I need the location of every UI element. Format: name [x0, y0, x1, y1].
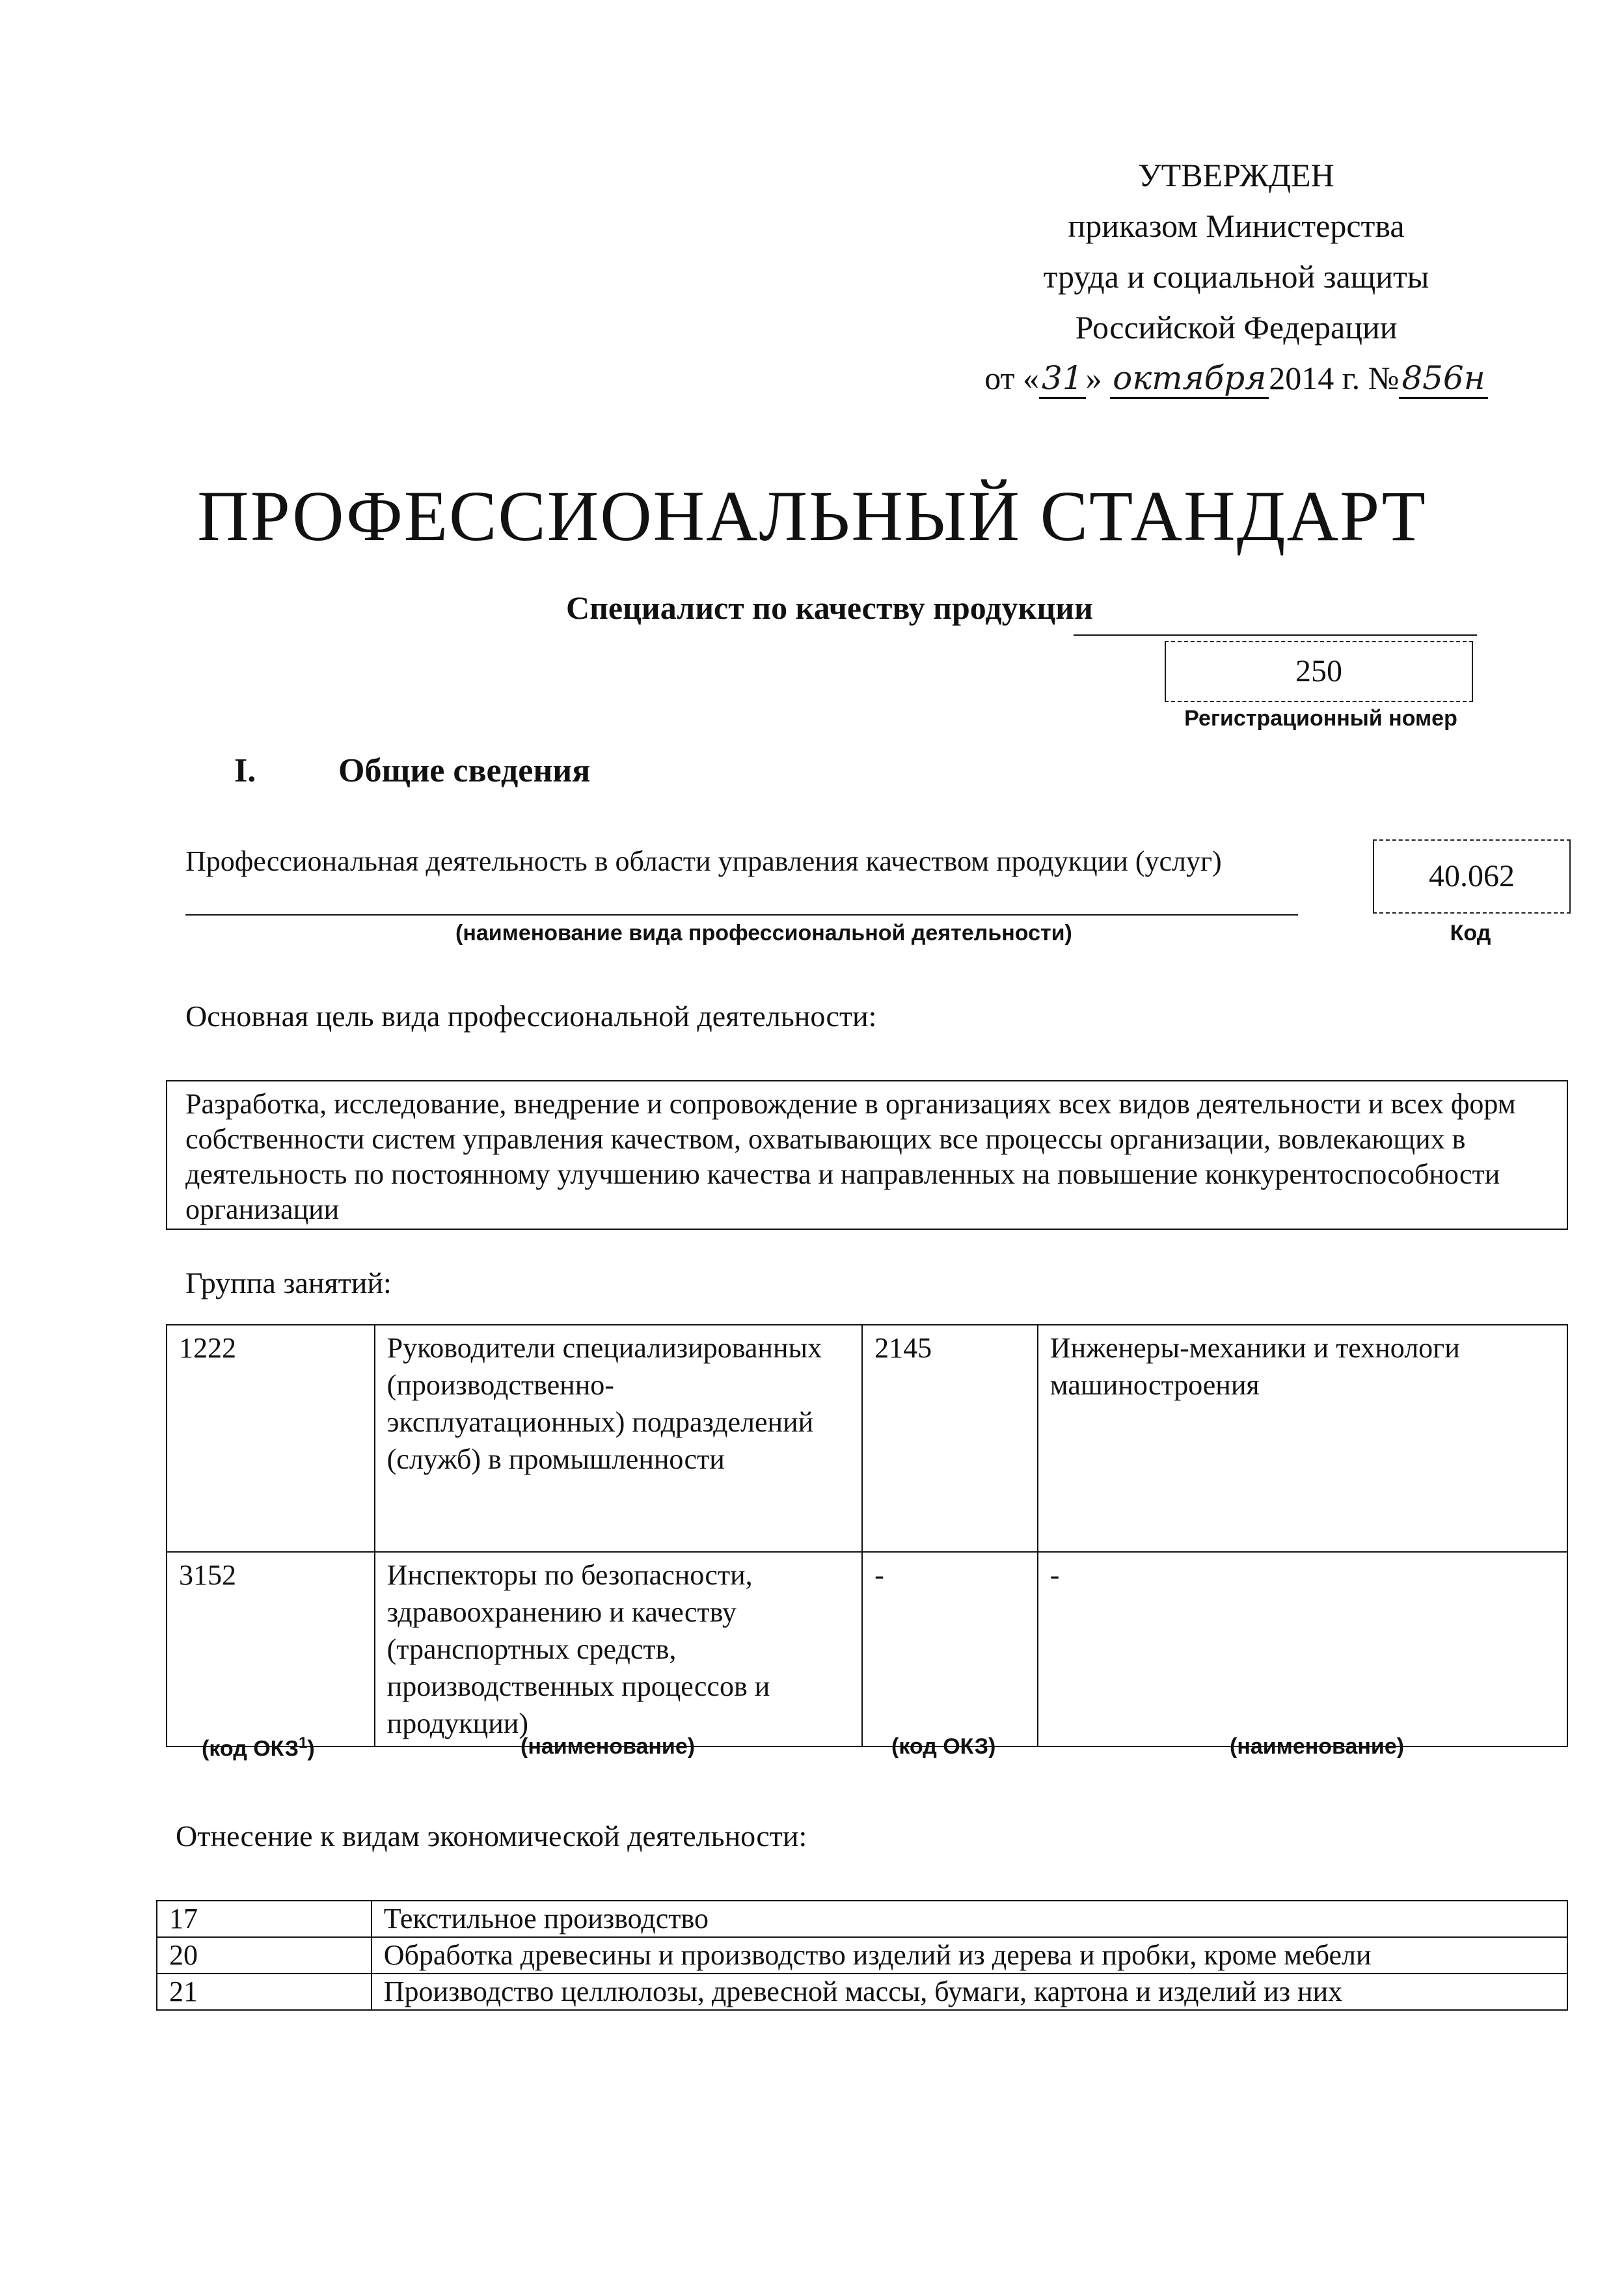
table-row [157, 1937, 1567, 1974]
okz-name: Руководители специализированных (производственно-эксплуатационных) подразделений (служб) в промышленности [375, 1325, 862, 1552]
okz-code-caption-2: (код ОКЗ) [891, 1734, 996, 1759]
okz-code: 1222 [167, 1325, 375, 1552]
standard-subtitle: Специалист по качеству продукции [566, 590, 1093, 626]
okved-code: 20 [157, 1937, 372, 1974]
table-row [167, 1325, 1567, 1552]
table-row [157, 1901, 1567, 1937]
page-title: ПРОФЕССИОНАЛЬНЫЙ СТАНДАРТ [197, 476, 1427, 556]
approval-line-2: приказом Министерства [1068, 208, 1405, 244]
occupation-groups-table [166, 1324, 1568, 1747]
approval-date-line [976, 353, 1496, 403]
okz-code-caption [202, 1734, 315, 1761]
activity-code-box: 40.062 [1373, 839, 1571, 914]
activity-name: Профессиональная деятельность в области управления качеством продукции (услуг) [185, 845, 1222, 877]
okved-code: 21 [157, 1974, 372, 2010]
registration-number-box: 250 [1165, 641, 1473, 702]
okved-code: 17 [157, 1901, 372, 1937]
date-day: 31 [1039, 359, 1086, 399]
economic-activities-table [156, 1900, 1568, 2011]
okz-name-caption-2: (наименование) [1230, 1734, 1405, 1759]
okved-name: Производство целлюлозы, древесной массы, бумаги, картона и изделий из них [372, 1974, 1567, 2010]
approval-stamp [976, 150, 1496, 403]
order-number: 856н [1399, 359, 1487, 399]
date-prefix: от « [984, 360, 1039, 396]
okz-code: - [862, 1552, 1038, 1746]
date-month: октября [1110, 359, 1269, 399]
activity-underline [185, 914, 1298, 916]
approval-line-3: труда и социальной защиты [1043, 258, 1429, 295]
section-heading [234, 752, 590, 790]
footnote-mark: 1 [299, 1734, 308, 1752]
goal-text: Разработка, исследование, внедрение и сопровождение в организациях всех видов деятельности и всех форм собственности систем управления качеством, охватывающих все процессы организации, вовлекающих в деятельность по постоянному улучшению качества и направленных на повышение конкурентоспособности организации [166, 1080, 1568, 1230]
okz-name: - [1038, 1552, 1567, 1746]
activity-code-caption: Код [1450, 921, 1491, 945]
activity-caption: (наименование вида профессиональной деятельности) [455, 921, 1072, 945]
date-mid: » [1085, 360, 1102, 396]
okz-name: Инспекторы по безопасности, здравоохранению и качеству (транспортных средств, производственных процессов и продукции) [375, 1552, 862, 1746]
okved-name: Текстильное производство [372, 1901, 1567, 1937]
approval-line-1: УТВЕРЖДЕН [1138, 157, 1334, 193]
table-row [157, 1974, 1567, 2010]
subtitle-underline [1074, 634, 1477, 636]
section-title: Общие сведения [338, 752, 591, 789]
okz-code: 3152 [167, 1552, 375, 1746]
goal-label: Основная цель вида профессиональной деятельности: [185, 999, 877, 1033]
okved-name: Обработка древесины и производство изделий из дерева и пробки, кроме мебели [372, 1937, 1567, 1974]
date-year: 2014 г. № [1269, 360, 1400, 396]
caption-text: (код ОКЗ [202, 1736, 299, 1761]
economic-activities-label: Отнесение к видам экономической деятельности: [176, 1819, 807, 1853]
table-row [167, 1552, 1567, 1746]
section-number: I. [234, 752, 256, 789]
approval-line-4: Российской Федерации [1075, 309, 1398, 346]
caption-text: ) [307, 1736, 315, 1761]
okz-code: 2145 [862, 1325, 1038, 1552]
registration-number-caption: Регистрационный номер [1184, 706, 1457, 731]
group-label: Группа занятий: [185, 1266, 392, 1299]
okz-name: Инженеры-механики и технологи машиностроения [1038, 1325, 1567, 1552]
okz-name-caption: (наименование) [521, 1734, 696, 1759]
